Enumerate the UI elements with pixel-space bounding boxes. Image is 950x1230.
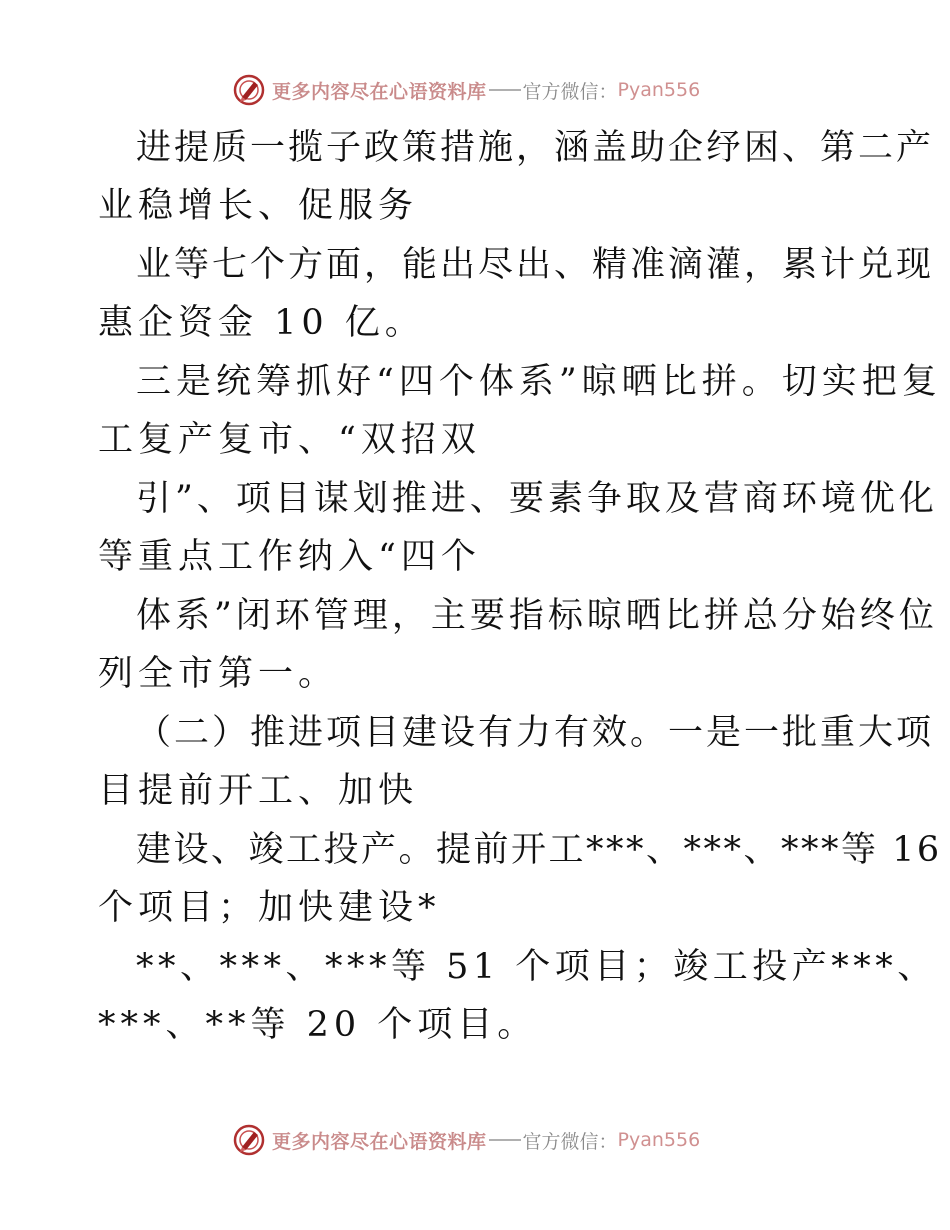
header-watermark	[232, 70, 700, 110]
body-text-line: 三是统筹抓好“四个体系”晾晒比拼。切实把复	[136, 362, 942, 402]
footer-watermark	[232, 1120, 700, 1160]
watermark-title: 更多内容尽在心语资料库	[272, 80, 487, 103]
body-text-line: ***、**等 20 个项目。	[98, 1005, 538, 1045]
body-text-line: 引”、项目谋划推进、要素争取及营商环境优化	[136, 479, 938, 519]
body-text-line: 等重点工作纳入“四个	[98, 537, 481, 577]
watermark-wechat-label: 官方微信：	[522, 80, 618, 103]
watermark-title: 更多内容尽在心语资料库	[272, 1130, 487, 1153]
body-text-line: 列全市第一。	[98, 654, 339, 694]
watermark-dash	[489, 89, 521, 91]
body-text-line: 建设、竣工投产。提前开工***、***、***等 16	[136, 830, 942, 870]
body-text-line: 体系”闭环管理，主要指标晾晒比拼总分始终位	[136, 596, 938, 636]
body-text-line: 工复产复市、“双招双	[98, 420, 481, 460]
body-text-line: 目提前开工、加快	[98, 771, 419, 811]
body-text-line: 业等七个方面，能出尽出、精准滴灌，累计兑现	[136, 245, 935, 285]
body-text-line: **、***、***等 51 个项目；竣工投产***、	[136, 947, 937, 987]
watermark-wechat-id: Pyan556	[617, 1129, 701, 1151]
body-text-line: 业稳增长、促服务	[98, 186, 419, 226]
pen-logo-icon	[232, 73, 266, 107]
watermark-wechat-id: Pyan556	[617, 79, 701, 101]
watermark-dash	[489, 1139, 521, 1141]
pen-logo-icon	[232, 1123, 266, 1157]
body-text-line: （二）推进项目建设有力有效。一是一批重大项	[136, 713, 935, 753]
body-text-line: 进提质一揽子政策措施，涵盖助企纾困、第二产	[136, 128, 935, 168]
body-text-line: 惠企资金 10 亿。	[98, 303, 425, 343]
body-text-line: 个项目；加快建设*	[98, 888, 441, 928]
watermark-wechat-label: 官方微信：	[522, 1130, 618, 1153]
